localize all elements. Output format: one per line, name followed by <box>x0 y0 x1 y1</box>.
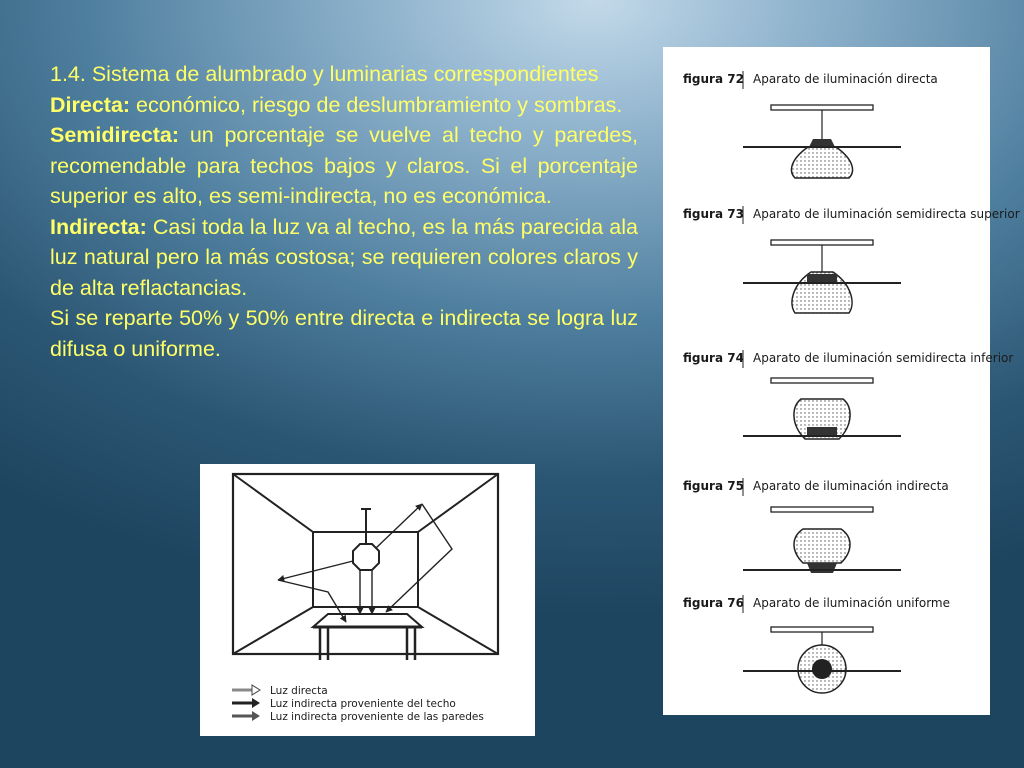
luminaire-figures-panel <box>663 47 1020 715</box>
ceiling-bar <box>771 378 873 383</box>
paragraph-indirecta <box>50 212 638 304</box>
indirecta-text: Casi toda la luz va al techo, es la más parecida ala luz natural pero la más costosa; se requieren colores claros y de alta reflactancias. <box>50 214 638 300</box>
figure-73 <box>683 206 1020 313</box>
figure-number: figura 72 <box>683 72 744 86</box>
room-light-diagram <box>200 464 535 736</box>
ceiling-ray <box>376 504 422 548</box>
figure-number: figura 76 <box>683 596 744 610</box>
ceiling-bar <box>771 627 873 632</box>
perspective-line <box>418 607 498 654</box>
paragraph-semidirecta <box>50 120 638 212</box>
directa-label: Directa: <box>50 92 131 117</box>
legend-direct: Luz directa <box>270 685 328 697</box>
paragraph-difusa <box>50 303 638 364</box>
figure-caption: Aparato de iluminación semidirecta inferior <box>753 351 1014 365</box>
legend <box>232 685 484 723</box>
luminaire-directa <box>791 147 852 178</box>
ceiling-bar <box>771 105 873 110</box>
figure-number: figura 75 <box>683 479 744 493</box>
figure-caption: Aparato de iluminación uniforme <box>753 596 950 610</box>
room-diagram-svg <box>200 464 535 736</box>
figure-caption: Aparato de iluminación indirecta <box>753 479 949 493</box>
figure-number: figura 74 <box>683 351 744 365</box>
perspective-line <box>233 474 313 532</box>
perspective-line <box>418 474 498 532</box>
text-block <box>50 59 638 364</box>
figure-76 <box>683 595 950 693</box>
paragraph-directa <box>50 90 638 121</box>
figure-caption: Aparato de iluminación directa <box>753 72 938 86</box>
legend-walls: Luz indirecta proveniente de las paredes <box>270 711 484 723</box>
figure-74 <box>683 350 1013 439</box>
lamp-icon <box>353 544 379 570</box>
semidirecta-text: un porcentaje se vuelve al techo y paredes, recomendable para techos bajos y claros. Si el porcentaje superior es alto, es semi-indirecta, no es económica. <box>50 123 638 208</box>
directa-text: económico, riesgo de deslumbramiento y sombras. <box>130 92 623 117</box>
figure-number: figura 73 <box>683 207 744 221</box>
difusa-text: Si se reparte 50% y 50% entre directa e indirecta se logra luz difusa o uniforme. <box>50 306 638 361</box>
figures-svg <box>663 47 1020 715</box>
figure-72 <box>683 71 938 178</box>
semidirecta-label: Semidirecta: <box>50 123 180 147</box>
legend-ceiling: Luz indirecta proveniente del techo <box>270 698 456 710</box>
indirecta-label: Indirecta: <box>50 214 147 239</box>
title-text: 1.4. Sistema de alumbrado y luminarias correspondientes <box>50 62 599 86</box>
perspective-line <box>233 607 313 654</box>
lamp-bulb <box>812 659 832 679</box>
ceiling-bar <box>771 240 873 245</box>
table-top <box>313 614 422 627</box>
wall-ray <box>278 561 353 580</box>
luminaire-indirecta <box>794 529 850 563</box>
paragraph-title <box>50 59 638 90</box>
figure-caption: Aparato de iluminación semidirecta superior <box>753 207 1020 221</box>
ceiling-bar <box>771 507 873 512</box>
figure-75 <box>683 478 949 573</box>
